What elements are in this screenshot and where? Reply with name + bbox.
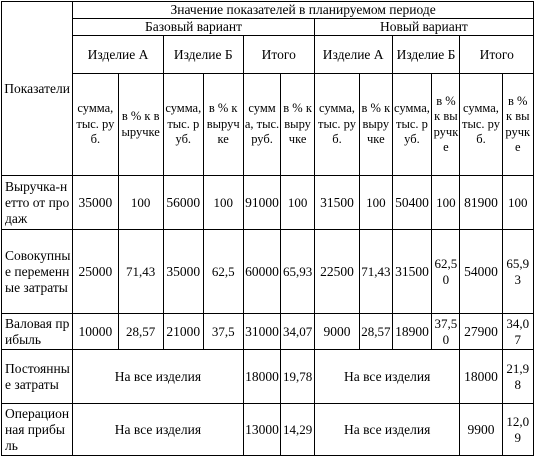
new-variant-header: Новый вариант bbox=[314, 19, 533, 36]
pct-header: в % к выручке bbox=[432, 74, 460, 176]
value-cell: 62,50 bbox=[432, 230, 460, 314]
value-cell: 31000 bbox=[243, 314, 281, 350]
row-label: Операционная прибыль bbox=[2, 404, 73, 456]
value-cell: 100 bbox=[118, 176, 163, 230]
header-row-products bbox=[2, 36, 534, 74]
value-cell: 22500 bbox=[314, 230, 359, 314]
pct-header: в % к выручке bbox=[203, 74, 243, 176]
value-cell: 9900 bbox=[460, 404, 502, 456]
value-cell: 81900 bbox=[460, 176, 502, 230]
value-cell: 28,57 bbox=[118, 314, 163, 350]
sum-header: сумма, тыс. руб. bbox=[460, 74, 502, 176]
new-total-header: Итого bbox=[460, 36, 534, 74]
header-row-units bbox=[2, 74, 534, 176]
row-label: Совокупные переменные затраты bbox=[2, 230, 73, 314]
value-cell: 13000 bbox=[243, 404, 281, 456]
value-cell: 71,43 bbox=[118, 230, 163, 314]
value-cell: 35000 bbox=[73, 176, 118, 230]
header-row-title bbox=[2, 2, 534, 19]
new-product-a-header: Изделие А bbox=[314, 36, 392, 74]
value-cell: 71,43 bbox=[360, 230, 392, 314]
value-cell: 56000 bbox=[163, 176, 203, 230]
sum-header: сумма, тыс. руб. bbox=[73, 74, 118, 176]
value-cell: 100 bbox=[203, 176, 243, 230]
row-label: Валовая прибыль bbox=[2, 314, 73, 350]
sum-header: сумма, тыс. руб. bbox=[314, 74, 359, 176]
value-cell: 37,50 bbox=[432, 314, 460, 350]
value-cell: 28,57 bbox=[360, 314, 392, 350]
span-note: На все изделия bbox=[314, 404, 460, 456]
value-cell: 12,09 bbox=[502, 404, 533, 456]
value-cell: 21,98 bbox=[502, 350, 533, 404]
value-cell: 54000 bbox=[460, 230, 502, 314]
value-cell: 100 bbox=[502, 176, 533, 230]
value-cell: 65,93 bbox=[502, 230, 533, 314]
table-row bbox=[2, 230, 534, 314]
value-cell: 19,78 bbox=[281, 350, 314, 404]
sum-header: сумма, тыс. руб. bbox=[392, 74, 432, 176]
value-cell: 34,07 bbox=[281, 314, 314, 350]
value-cell: 50400 bbox=[392, 176, 432, 230]
table-row bbox=[2, 314, 534, 350]
value-cell: 31500 bbox=[314, 176, 359, 230]
value-cell: 18000 bbox=[243, 350, 281, 404]
table-title: Значение показателей в планируемом периоде bbox=[73, 2, 534, 19]
value-cell: 14,29 bbox=[281, 404, 314, 456]
sum-header: сумма, тыс. руб. bbox=[243, 74, 281, 176]
base-product-b-header: Изделие Б bbox=[163, 36, 243, 74]
value-cell: 18900 bbox=[392, 314, 432, 350]
header-row-variants bbox=[2, 19, 534, 36]
value-cell: 10000 bbox=[73, 314, 118, 350]
pct-header: в % к выручке bbox=[360, 74, 392, 176]
value-cell: 21000 bbox=[163, 314, 203, 350]
base-variant-header: Базовый вариант bbox=[73, 19, 315, 36]
value-cell: 100 bbox=[281, 176, 314, 230]
value-cell: 91000 bbox=[243, 176, 281, 230]
base-product-a-header: Изделие А bbox=[73, 36, 164, 74]
value-cell: 100 bbox=[432, 176, 460, 230]
pct-header: в % к выручке bbox=[281, 74, 314, 176]
row-label: Выручка-нетто от продаж bbox=[2, 176, 73, 230]
span-note: На все изделия bbox=[73, 350, 243, 404]
span-note: На все изделия bbox=[73, 404, 243, 456]
span-note: На все изделия bbox=[314, 350, 460, 404]
value-cell: 9000 bbox=[314, 314, 359, 350]
sum-header: сумма, тыс. руб. bbox=[163, 74, 203, 176]
pct-header: в % к выручке bbox=[502, 74, 533, 176]
value-cell: 100 bbox=[360, 176, 392, 230]
value-cell: 35000 bbox=[163, 230, 203, 314]
row-label: Постоянные затраты bbox=[2, 350, 73, 404]
value-cell: 62,5 bbox=[203, 230, 243, 314]
value-cell: 65,93 bbox=[281, 230, 314, 314]
value-cell: 34,07 bbox=[502, 314, 533, 350]
table-row bbox=[2, 176, 534, 230]
value-cell: 18000 bbox=[460, 350, 502, 404]
value-cell: 25000 bbox=[73, 230, 118, 314]
value-cell: 37,5 bbox=[203, 314, 243, 350]
pct-header: в % к выручке bbox=[118, 74, 163, 176]
new-product-b-header: Изделие Б bbox=[392, 36, 460, 74]
table-row bbox=[2, 404, 534, 456]
table-row bbox=[2, 350, 534, 404]
value-cell: 27900 bbox=[460, 314, 502, 350]
indicator-header: Показатели bbox=[2, 2, 73, 176]
base-total-header: Итого bbox=[243, 36, 314, 74]
indicators-table bbox=[1, 1, 534, 456]
value-cell: 31500 bbox=[392, 230, 432, 314]
value-cell: 60000 bbox=[243, 230, 281, 314]
